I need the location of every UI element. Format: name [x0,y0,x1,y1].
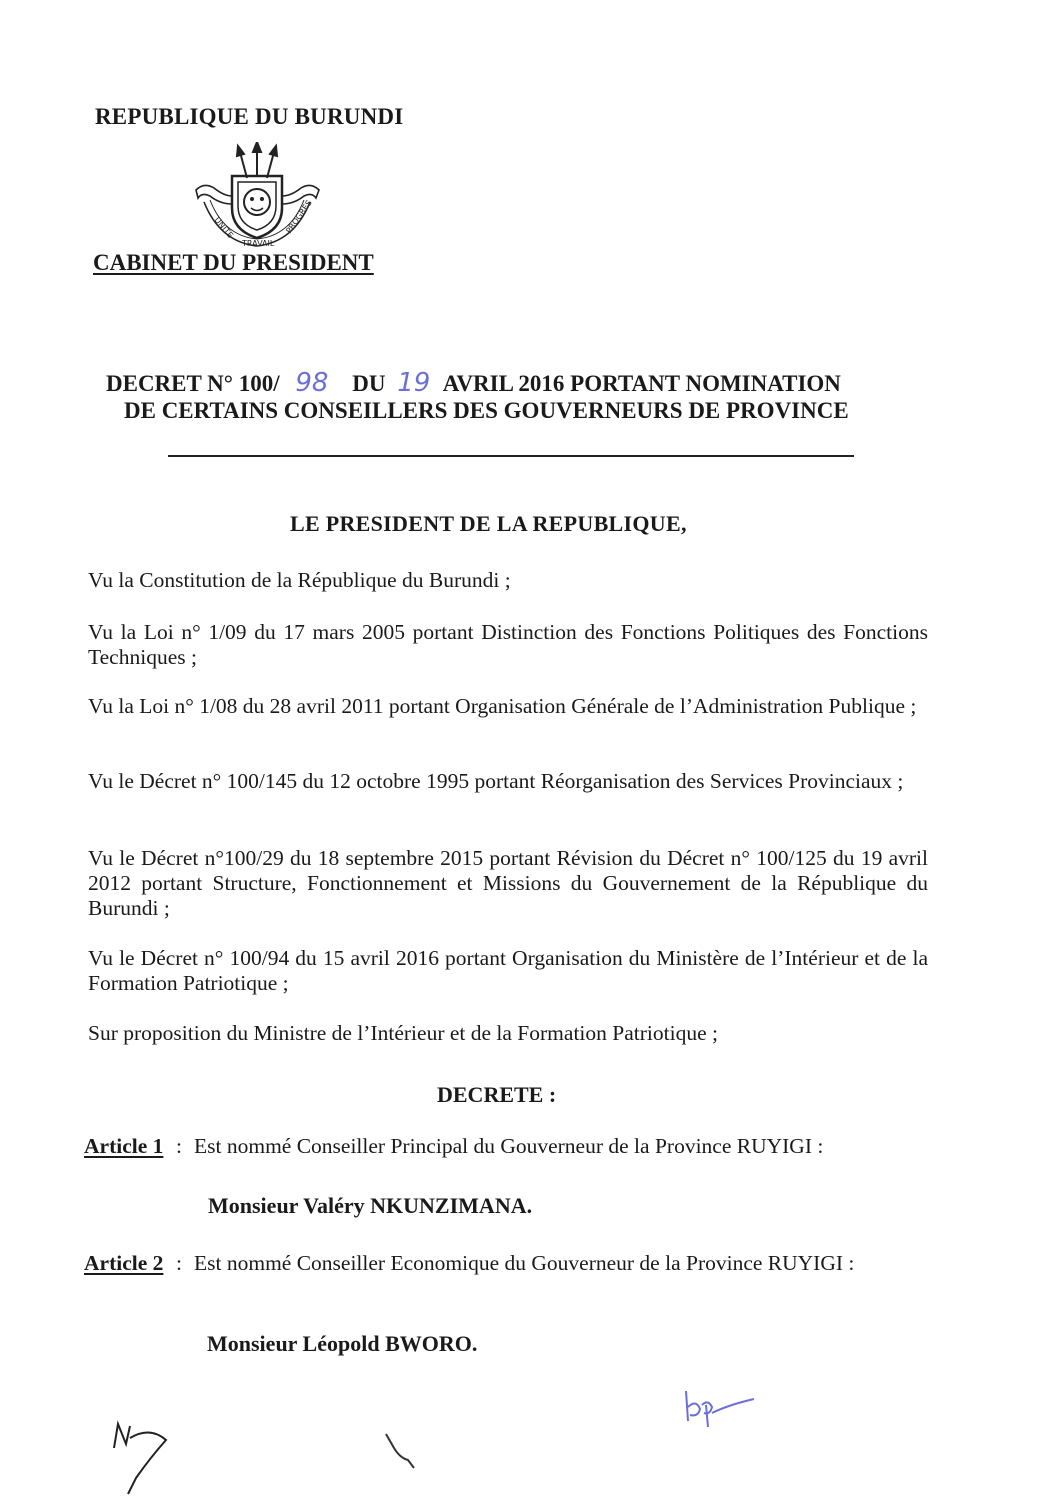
decrete-heading: DECRETE : [437,1082,557,1107]
decree-title-date: AVRIL 2016 PORTANT NOMINATION [442,371,841,396]
handwritten-tick-mark [380,1428,420,1472]
republic-heading: REPUBLIQUE DU BURUNDI [95,104,404,129]
article-colon: : [176,1134,182,1158]
article-2-nominee: Monsieur Léopold BWORO. [207,1331,478,1356]
article-1-nominee: Monsieur Valéry NKUNZIMANA. [208,1193,533,1218]
svg-text:PROGRES: PROGRES [284,198,314,236]
svg-text:UNITE: UNITE [212,215,235,240]
article-2 [84,1251,926,1276]
consideration-paragraph: Vu le Décret n° 100/94 du 15 avril 2016 portant Organisation du Ministère de l’Intérieur et de la Formation Patriotique ; [88,946,928,995]
president-heading: LE PRESIDENT DE LA REPUBLIQUE, [290,511,687,536]
handwritten-day: 19 [397,368,431,398]
consideration-paragraph: Vu le Décret n°100/29 du 18 septembre 2015 portant Révision du Décret n° 100/125 du 19 avril 2012 portant Structure, Fonctionnement et Missions du Gouvernement de la République du Burundi ; [88,846,928,920]
article-text: Est nommé Conseiller Principal du Gouverneur de la Province RUYIGI : [194,1134,824,1158]
consideration-paragraph: Vu le Décret n° 100/145 du 12 octobre 1995 portant Réorganisation des Services Provinciaux ; [88,769,904,793]
article-text: Est nommé Conseiller Economique du Gouverneur de la Province RUYIGI : [194,1251,855,1275]
consideration-paragraph: Vu la Loi n° 1/09 du 17 mars 2005 portant Distinction des Fonctions Politiques des Fonctions Techniques ; [88,620,928,669]
article-label: Article 1 [84,1134,164,1158]
consideration-paragraph: Vu la Loi n° 1/08 du 28 avril 2011 portant Organisation Générale de l’Administration Publique ; [88,694,917,718]
article-colon: : [176,1251,182,1275]
handwritten-paraph-blue [678,1385,758,1429]
article-1 [84,1134,926,1159]
decree-title-line-1 [106,368,841,398]
decree-title-line-2: DE CERTAINS CONSEILLERS DES GOUVERNEURS DE PROVINCE [124,398,849,423]
consideration-paragraph: Vu la Constitution de la République du Burundi ; [88,568,511,592]
consideration-paragraph: Sur proposition du Ministre de l’Intérieur et de la Formation Patriotique ; [88,1021,718,1045]
svg-text:TRAVAIL: TRAVAIL [242,239,275,248]
title-underline-divider [168,455,854,457]
decree-du: DU [352,371,386,396]
handwritten-decree-number: 98 [295,368,329,398]
cabinet-heading: CABINET DU PRESIDENT [93,250,374,275]
coat-of-arms-icon [190,142,325,252]
handwritten-initials-mark [106,1418,176,1496]
article-label: Article 2 [84,1251,164,1275]
decree-number-prefix: DECRET N° 100/ [106,371,280,396]
